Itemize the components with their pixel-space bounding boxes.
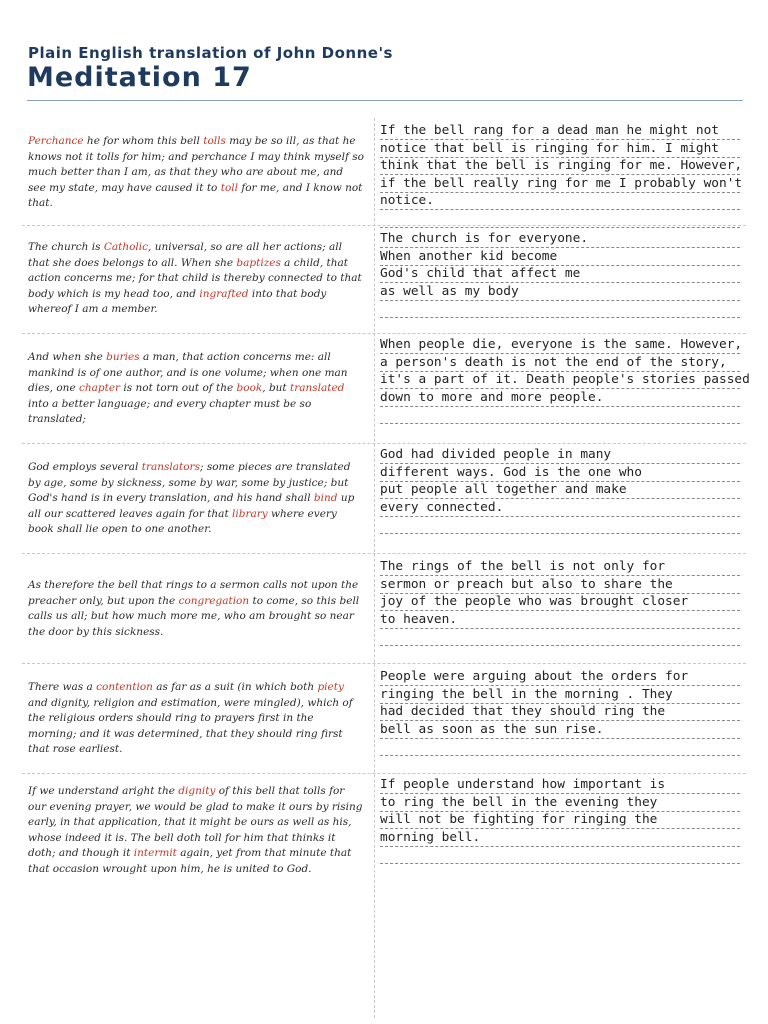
translation-text: If the bell rang for a dead man he might not notice that bell is ringing for him. I might think that the bell is ringing for me. However, if the bell really ring for me I probably won't notice. (380, 123, 750, 209)
highlighted-word: tolls (203, 135, 226, 147)
answer-line (380, 645, 740, 646)
text-segment: as far as a suit (in which both (152, 681, 318, 693)
answer-line (380, 533, 740, 534)
answer-line (380, 317, 740, 318)
text-segment: is not torn out of the (120, 382, 237, 395)
text-segment: ; some pieces are translated by age, some by sickness, some by war, some by justice; but God's hand is in every translation, and his hand shall (28, 461, 351, 505)
table-row (22, 444, 746, 550)
highlighted-word: buries (106, 351, 140, 363)
text-segment: for me, and I know not that. (28, 181, 363, 210)
text-segment: of this bell that tolls for our evening prayer, we would be glad to make it ours by rising early, in that application, that it might be ours as well as his, whose indeed it is. The bell doth toll for him that thinks it doth; and though it (28, 785, 363, 860)
highlighted-word: bind (313, 492, 338, 505)
highlighted-word: book (236, 382, 263, 395)
highlighted-word: translated (289, 382, 345, 395)
answer-line (380, 423, 740, 424)
page-title: Meditation 17 (27, 62, 252, 93)
text-segment: to come, so this bell calls us all; but how much more me, who am brought so near the door by this sickness. (28, 594, 360, 638)
highlighted-word: contention (96, 681, 153, 693)
highlighted-word: toll (220, 181, 238, 194)
original-text (28, 240, 364, 318)
text-segment: he for whom this bell (83, 135, 204, 147)
highlighted-word: ingrafted (199, 287, 249, 300)
title-divider (27, 100, 743, 101)
original-text (28, 350, 364, 428)
text-segment: again, yet from that minute that that occasion wrought upon him, he is united to God. (28, 847, 352, 875)
table-row (22, 664, 746, 770)
text-segment: And when she (28, 351, 107, 363)
translation-text: If people understand how important is to ring the bell in the evening they will not be fighting for ringing the morning bell. (380, 777, 666, 845)
text-segment: where every book shall lie open to one another. (28, 507, 337, 536)
table-row (22, 226, 746, 332)
original-text (28, 460, 364, 538)
highlighted-word: translators (141, 461, 200, 473)
text-segment: into a better language; and every chapter must be so translated; (28, 397, 312, 426)
original-text (28, 680, 364, 758)
highlighted-word: library (232, 507, 268, 520)
text-segment: and dignity, religion and estimation, were mingled), which of the religious orders should ring to prayers first in the morning; and it was determined, that they should ring first that rose earliest. (28, 696, 353, 756)
table-row (22, 774, 746, 880)
subtitle: Plain English translation of John Donne's (28, 44, 393, 62)
highlighted-word: piety (317, 681, 344, 693)
text-segment: If we understand aright the (28, 785, 179, 797)
translation-text: When people die, everyone is the same. However, a person's death is not the end of the story, it's a part of it. Death people's stories passed down to more and more people. (380, 337, 758, 405)
row-divider (22, 773, 746, 774)
highlighted-word: Perchance (28, 135, 84, 147)
text-segment: a man, that action concerns me: all mankind is of one author, and is one volume; when one man dies, one (28, 351, 348, 395)
table-row (22, 554, 746, 660)
text-segment: , universal, so are all her actions; all that she does belongs to all. When she (28, 241, 342, 269)
text-segment: As therefore the bell that rings to a sermon calls not upon the preacher only, but upon the (28, 579, 359, 607)
row-divider (22, 663, 746, 664)
text-segment: There was a (28, 681, 97, 693)
table-row (22, 118, 750, 224)
highlighted-word: Catholic (103, 241, 149, 253)
highlighted-word: chapter (79, 382, 121, 395)
original-text (28, 578, 364, 640)
text-segment: The church is (28, 241, 104, 253)
answer-line (380, 863, 740, 864)
highlighted-word: intermit (133, 847, 177, 860)
translation-text: People were arguing about the orders for ringing the bell in the morning . They had decided that they should ring the bell as soon as the sun rise. (380, 669, 689, 737)
text-segment: a child, that action concerns me; for that child is thereby connected to that body which is my head too, and (28, 256, 362, 300)
text-segment: God employs several (28, 461, 142, 473)
row-divider (22, 443, 746, 444)
original-text (28, 134, 364, 212)
original-text (28, 784, 364, 878)
text-segment: into that body whereof I am a member. (28, 287, 327, 316)
translation-text: God had divided people in many different ways. God is the one who put people all together and make every connected. (380, 447, 642, 515)
highlighted-word: baptizes (236, 256, 281, 269)
text-segment: may be so ill, as that he knows not it tolls for him; and perchance I may think myself so much better than I am, as that they who are about me, and see my state, may have caused it to (28, 135, 364, 194)
text-segment: up all our scattered leaves again for that (28, 492, 355, 520)
highlighted-word: congregation (178, 594, 250, 607)
translation-text: The church is for everyone. When another kid become God's child that affect me as well as my body (380, 231, 589, 299)
row-divider (22, 333, 746, 334)
highlighted-word: dignity (178, 785, 216, 797)
translation-text: The rings of the bell is not only for sermon or preach but also to share the joy of the people who was brought closer to heaven. (380, 559, 689, 627)
row-divider (22, 225, 746, 226)
answer-line (380, 755, 740, 756)
text-segment: , but (262, 382, 290, 395)
table-row (22, 334, 758, 440)
row-divider (22, 553, 746, 554)
